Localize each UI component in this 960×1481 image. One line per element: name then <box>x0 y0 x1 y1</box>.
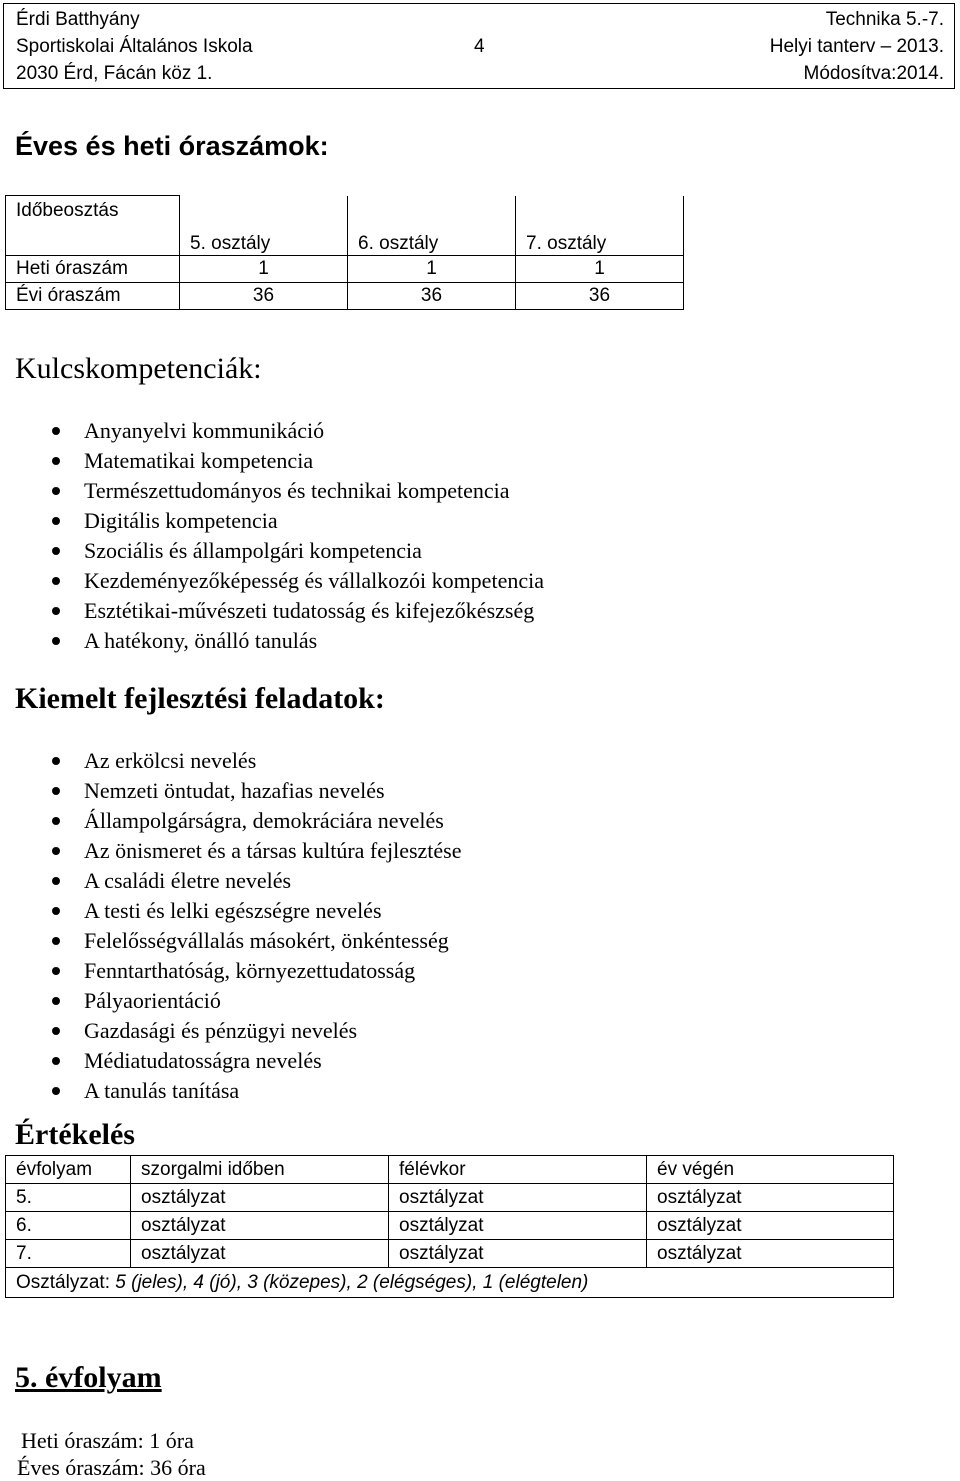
list-item-text: Kezdeményezőképesség és vállalkozói kompetencia <box>84 568 544 593</box>
table-cell: osztályzat <box>131 1240 389 1268</box>
bullet-icon <box>52 967 60 975</box>
bullet-icon <box>52 1027 60 1035</box>
table-cell: 5. <box>6 1184 131 1212</box>
list-item <box>0 896 462 926</box>
bullet-icon <box>52 907 60 915</box>
curriculum-label: Helyi tanterv – 2013. <box>769 36 944 57</box>
hours-title: Éves és heti óraszámok: <box>15 131 329 161</box>
bullet-icon <box>52 937 60 945</box>
bullet-icon <box>52 1057 60 1065</box>
evaluation-table <box>5 1155 894 1298</box>
table-row <box>6 1212 894 1240</box>
list-item-text: Anyanyelvi kommunikáció <box>84 418 325 443</box>
table-row <box>6 256 684 283</box>
page-header <box>3 3 955 89</box>
tasks-title: Kiemelt fejlesztési feladatok: <box>15 682 385 715</box>
list-item-text: A testi és lelki egészségre nevelés <box>84 898 382 923</box>
list-item-text: Matematikai kompetencia <box>84 448 314 473</box>
bullet-icon <box>52 847 60 855</box>
grade-scale-label: Osztályzat: <box>16 1271 110 1293</box>
table-cell: 36 <box>516 283 684 310</box>
list-item-text: Az önismeret és a társas kultúra fejlesztése <box>84 838 462 863</box>
table-cell: 1 <box>516 256 684 283</box>
competencies-list <box>0 416 544 656</box>
bullet-icon <box>52 427 60 435</box>
subject-title: Technika 5.-7. <box>825 9 944 30</box>
page-number: 4 <box>474 36 485 57</box>
time-allocation-label: Időbeosztás <box>6 196 180 256</box>
list-item-text: Pályaorientáció <box>84 988 221 1013</box>
list-item-text: Állampolgárságra, demokráciára nevelés <box>84 808 444 833</box>
list-item <box>0 866 462 896</box>
bullet-icon <box>52 547 60 555</box>
tasks-list <box>0 746 462 1106</box>
list-item <box>0 956 462 986</box>
table-cell: osztályzat <box>647 1212 894 1240</box>
list-item <box>0 836 462 866</box>
bullet-icon <box>52 787 60 795</box>
list-item <box>0 746 462 776</box>
table-row <box>6 1156 894 1184</box>
list-item-text: Természettudományos és technikai kompetencia <box>84 478 510 503</box>
school-name-line1: Érdi Batthyány <box>16 9 140 30</box>
table-cell: osztályzat <box>389 1184 647 1212</box>
table-cell: 7. <box>6 1240 131 1268</box>
list-item-text: A tanulás tanítása <box>84 1078 240 1103</box>
list-item-text: Nemzeti öntudat, hazafias nevelés <box>84 778 385 803</box>
table-cell: 6. <box>6 1212 131 1240</box>
column-header: félévkor <box>389 1156 647 1184</box>
table-cell: osztályzat <box>389 1240 647 1268</box>
list-item-text: A hatékony, önálló tanulás <box>84 628 318 653</box>
grade-scale-text: 5 (jeles), 4 (jó), 3 (közepes), 2 (elégséges), 1 (elégtelen) <box>115 1271 589 1293</box>
bullet-icon <box>52 877 60 885</box>
list-item <box>0 776 462 806</box>
column-header: 6. osztály <box>348 196 516 256</box>
evaluation-title: Értékelés <box>15 1118 135 1151</box>
list-item-text: Az erkölcsi nevelés <box>84 748 257 773</box>
list-item-text: Digitális kompetencia <box>84 508 278 533</box>
grade-scale <box>6 1268 894 1298</box>
row-label: Évi óraszám <box>6 283 180 310</box>
hours-table <box>5 195 684 310</box>
column-header: szorgalmi időben <box>131 1156 389 1184</box>
competencies-title: Kulcskompetenciák: <box>15 352 262 385</box>
grade5-weekly-hours: Heti óraszám: 1 óra <box>21 1428 194 1453</box>
modified-date: Módosítva:2014. <box>803 63 944 84</box>
list-item <box>0 506 544 536</box>
table-cell: 36 <box>348 283 516 310</box>
table-row <box>6 1184 894 1212</box>
bullet-icon <box>52 817 60 825</box>
table-row <box>6 1268 894 1298</box>
list-item <box>0 626 544 656</box>
table-cell: osztályzat <box>131 1184 389 1212</box>
table-cell: 36 <box>180 283 348 310</box>
table-row <box>6 283 684 310</box>
table-row <box>6 196 684 256</box>
bullet-icon <box>52 457 60 465</box>
column-header: 5. osztály <box>180 196 348 256</box>
bullet-icon <box>52 577 60 585</box>
column-header: év végén <box>647 1156 894 1184</box>
list-item <box>0 1076 462 1106</box>
table-row <box>6 1240 894 1268</box>
bullet-icon <box>52 637 60 645</box>
list-item-text: Esztétikai-művészeti tudatosság és kifejezőkészség <box>84 598 535 623</box>
bullet-icon <box>52 997 60 1005</box>
list-item <box>0 986 462 1016</box>
grade5-yearly-hours: Éves óraszám: 36 óra <box>17 1455 206 1480</box>
bullet-icon <box>52 487 60 495</box>
list-item <box>0 1016 462 1046</box>
list-item <box>0 596 544 626</box>
list-item <box>0 416 544 446</box>
list-item <box>0 806 462 836</box>
list-item <box>0 1046 462 1076</box>
list-item-text: Gazdasági és pénzügyi nevelés <box>84 1018 358 1043</box>
list-item-text: Felelősségvállalás másokért, önkéntesség <box>84 928 449 953</box>
table-cell: osztályzat <box>389 1212 647 1240</box>
table-cell: osztályzat <box>647 1240 894 1268</box>
bullet-icon <box>52 1087 60 1095</box>
list-item-text: Fenntarthatóság, környezettudatosság <box>84 958 416 983</box>
list-item <box>0 566 544 596</box>
list-item-text: Médiatudatosságra nevelés <box>84 1048 322 1073</box>
table-cell: 1 <box>348 256 516 283</box>
list-item-text: Szociális és állampolgári kompetencia <box>84 538 422 563</box>
list-item <box>0 536 544 566</box>
column-header: 7. osztály <box>516 196 684 256</box>
bullet-icon <box>52 757 60 765</box>
column-header: évfolyam <box>6 1156 131 1184</box>
list-item-text: A családi életre nevelés <box>84 868 292 893</box>
school-name-line2: Sportiskolai Általános Iskola <box>16 36 253 57</box>
grade5-title: 5. évfolyam <box>15 1361 162 1394</box>
list-item <box>0 476 544 506</box>
list-item <box>0 926 462 956</box>
list-item <box>0 446 544 476</box>
table-cell: osztályzat <box>131 1212 389 1240</box>
school-address: 2030 Érd, Fácán köz 1. <box>16 63 213 84</box>
table-cell: osztályzat <box>647 1184 894 1212</box>
row-label: Heti óraszám <box>6 256 180 283</box>
bullet-icon <box>52 517 60 525</box>
table-cell: 1 <box>180 256 348 283</box>
bullet-icon <box>52 607 60 615</box>
